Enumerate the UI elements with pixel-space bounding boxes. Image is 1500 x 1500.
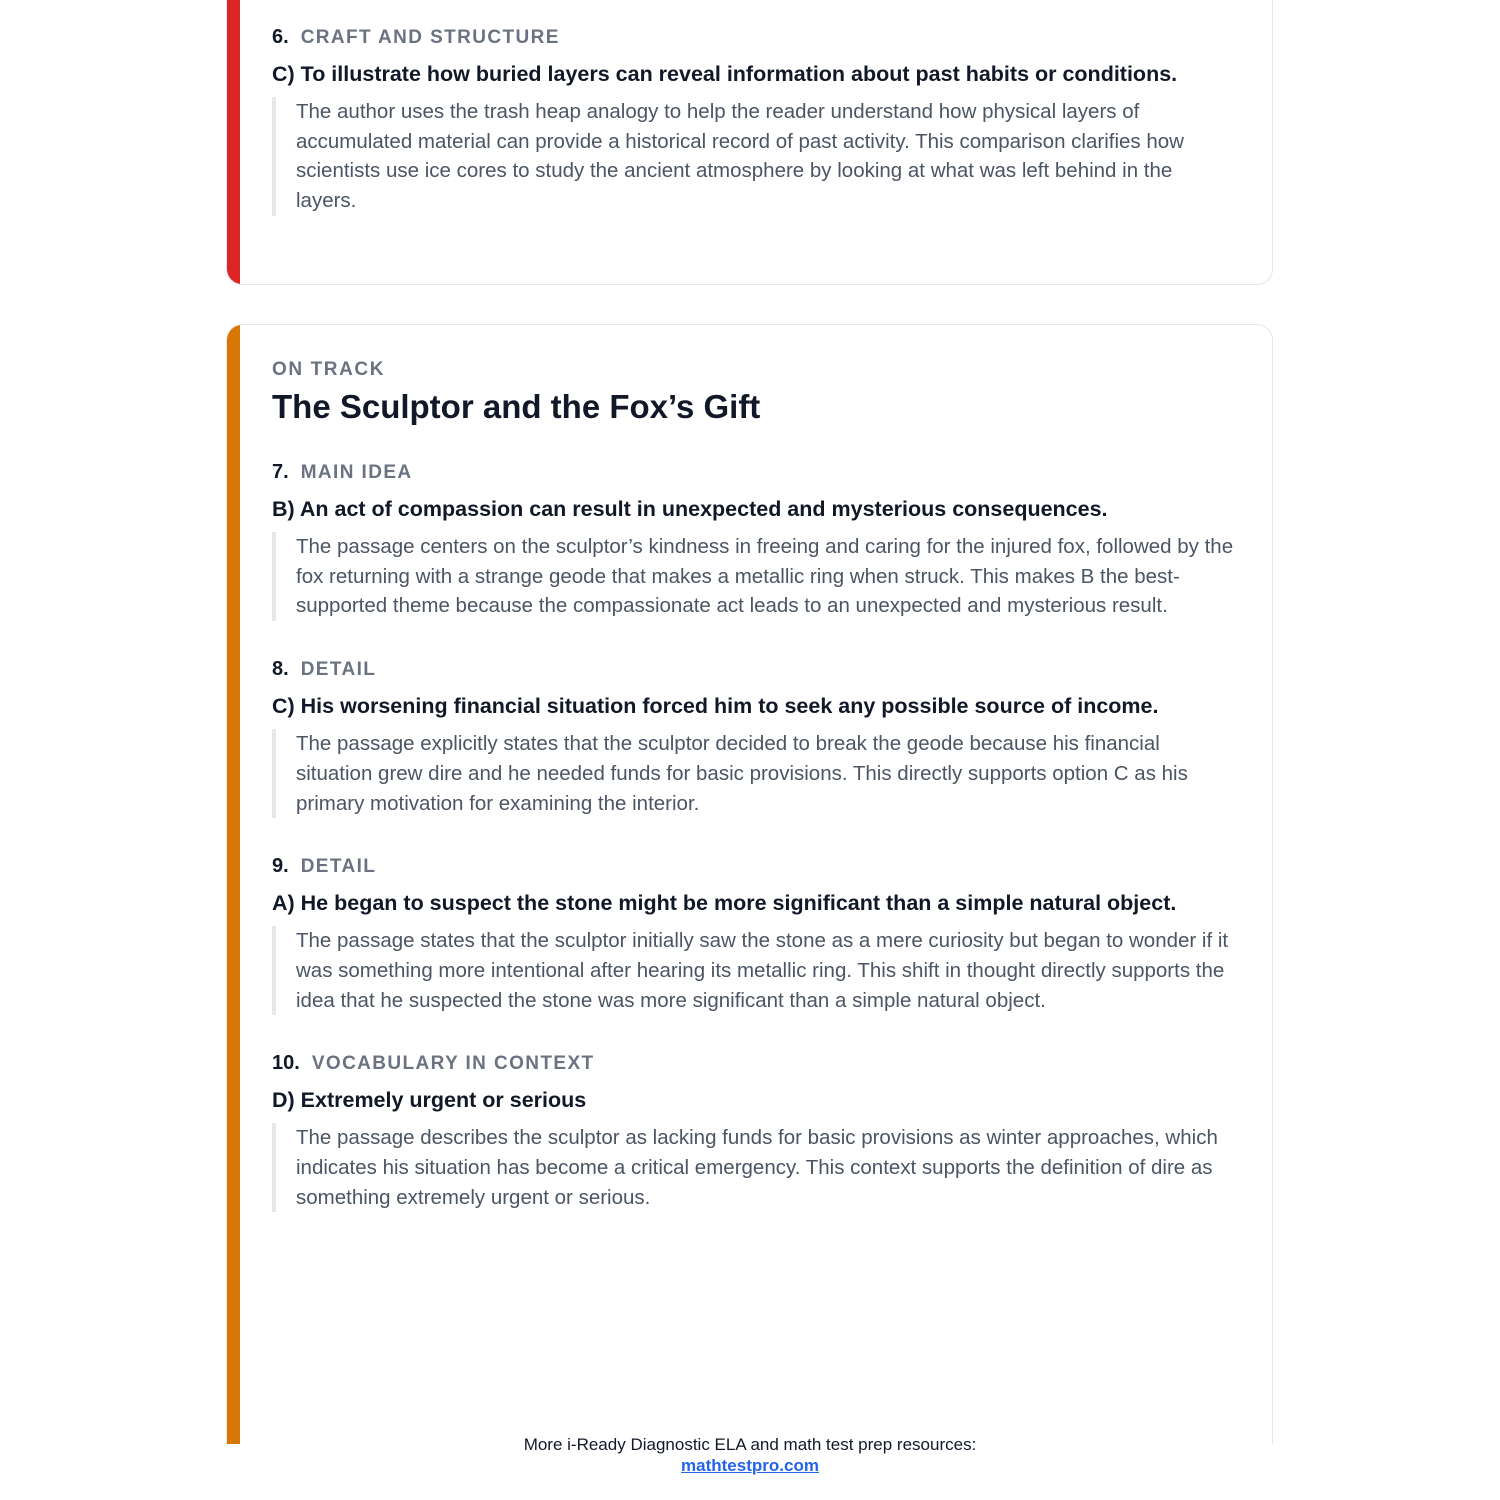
question-item (272, 23, 1238, 216)
question-number: 6. (272, 26, 289, 48)
results-card-needs-work (226, 0, 1273, 285)
question-item (272, 1049, 1238, 1212)
question-header (272, 852, 1238, 880)
footer-text: More i-Ready Diagnostic ELA and math test prep resources: (523, 1435, 977, 1454)
question-item (272, 458, 1238, 621)
answer-explanation: The passage centers on the sculptor’s kindness in freeing and caring for the injured fox, followed by the fox returning with a strange geode that makes a metallic ring when struck. This makes B the best-supported theme because the compassionate act leads to an unexpected and mysterious result. (272, 532, 1238, 621)
answer-explanation: The passage describes the sculptor as lacking funds for basic provisions as winter approaches, which indicates his situation has become a critical emergency. This context supports the definition of dire as something extremely urgent or serious. (272, 1123, 1238, 1212)
question-header (272, 23, 1238, 51)
question-number: 9. (272, 855, 289, 878)
page-footer (0, 1434, 1500, 1476)
question-number: 8. (272, 658, 289, 681)
passage-title: The Sculptor and the Fox’s Gift (272, 388, 761, 425)
status-label: ON TRACK (272, 359, 386, 380)
card-content (272, 23, 1238, 216)
question-category: DETAIL (300, 856, 377, 878)
card-accent-bar (227, 0, 240, 284)
question-item (272, 655, 1238, 818)
answer-explanation: The author uses the trash heap analogy to help the reader understand how physical layers of accumulated material can provide a historical record of past activity. This comparison clarifies how scientists use ice cores to study the ancient atmosphere by looking at what was left behind in the layers. (272, 97, 1238, 216)
question-number: 7. (272, 461, 289, 483)
correct-answer: D) Extremely urgent or serious (272, 1088, 587, 1113)
question-category: VOCABULARY IN CONTEXT (311, 1053, 595, 1075)
correct-answer: B) An act of compassion can result in unexpected and mysterious consequences. (272, 497, 1108, 521)
card-content (272, 358, 1238, 1246)
answer-explanation: The passage states that the sculptor initially saw the stone as a mere curiosity but began to wonder if it was something more intentional after hearing its metallic ring. This shift in thought directly supports the idea that he suspected the stone was more significant than a simple natural object. (272, 926, 1238, 1015)
question-header (272, 1049, 1238, 1077)
answer-explanation: The passage explicitly states that the sculptor decided to break the geode because his financial situation grew dire and he needed funds for basic provisions. This directly supports option C as his primary motivation for examining the interior. (272, 729, 1238, 818)
question-header (272, 655, 1238, 683)
footer-link[interactable]: mathtestpro.com (681, 1456, 819, 1475)
correct-answer: C) His worsening financial situation forced him to seek any possible source of income. (272, 694, 1159, 719)
question-category: MAIN IDEA (300, 462, 413, 483)
card-accent-bar (227, 325, 240, 1444)
question-item (272, 852, 1238, 1015)
question-header (272, 458, 1238, 486)
question-category: CRAFT AND STRUCTURE (300, 27, 560, 48)
results-card-on-track (226, 324, 1273, 1444)
correct-answer: A) He began to suspect the stone might be more significant than a simple natural object. (272, 891, 1177, 916)
question-category: DETAIL (300, 659, 377, 681)
correct-answer: C) To illustrate how buried layers can reveal information about past habits or conditions. (272, 62, 1178, 86)
question-number: 10. (272, 1052, 300, 1075)
